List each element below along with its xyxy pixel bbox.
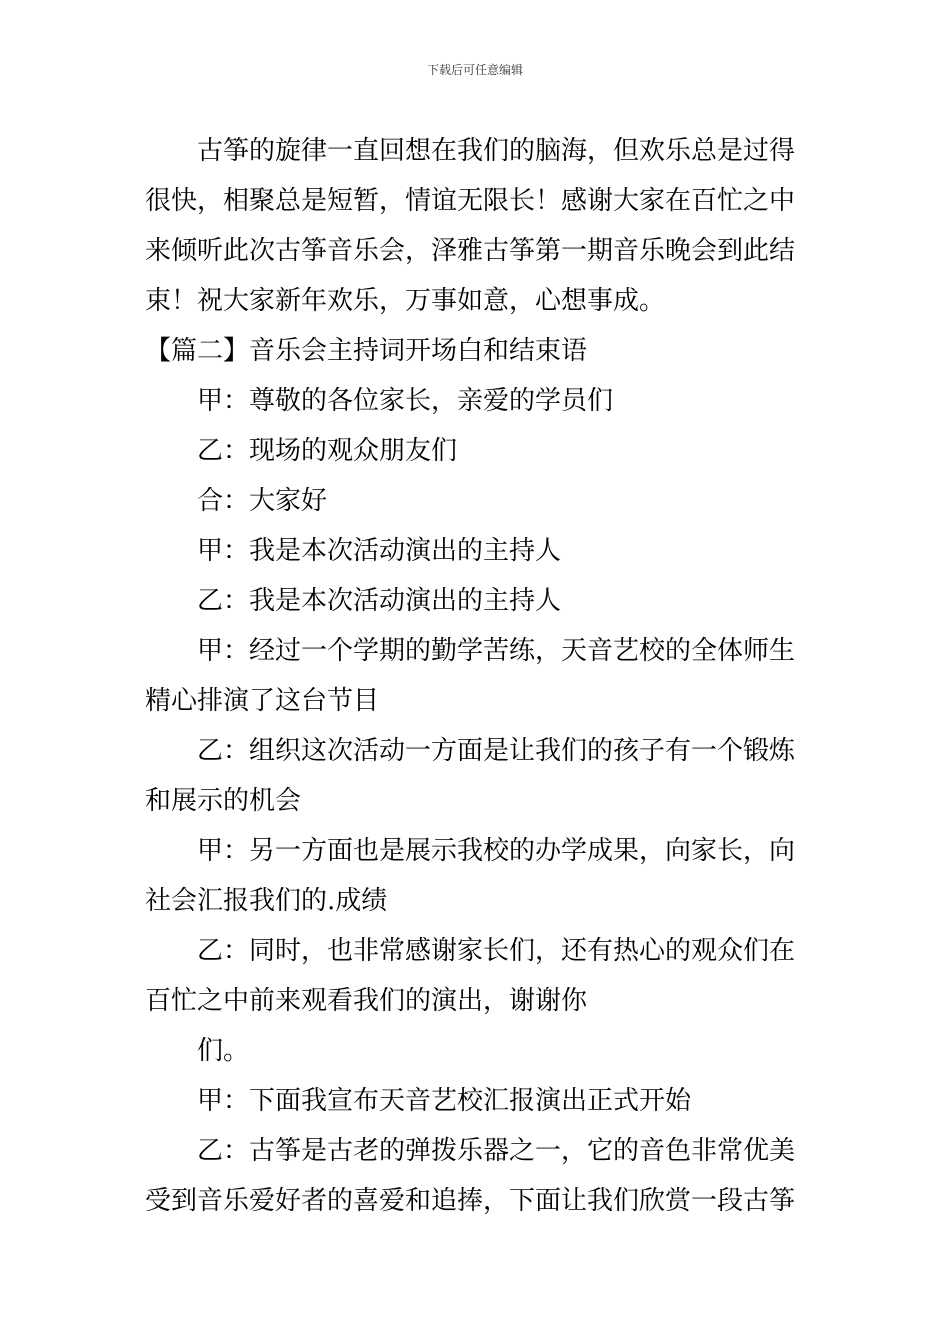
dialogue-line: 甲：下面我宣布天音艺校汇报演出正式开始 — [197, 1086, 692, 1116]
dialogue-line: 乙：同时，也非常感谢家长们，还有热心的观众们在 — [197, 936, 796, 966]
paragraph-line: 古筝的旋律一直回想在我们的脑海，但欢乐总是过得 — [197, 136, 796, 166]
dialogue-line: 乙：现场的观众朋友们 — [197, 436, 458, 466]
dialogue-line: 百忙之中前来观看我们的演出，谢谢你 — [145, 986, 588, 1016]
dialogue-line: 乙：古筝是古老的弹拨乐器之一，它的音色非常优美 — [197, 1136, 796, 1166]
dialogue-line: 精心排演了这台节目 — [145, 686, 380, 716]
dialogue-line: 乙：我是本次活动演出的主持人 — [197, 586, 562, 616]
dialogue-line: 甲：经过一个学期的勤学苦练，天音艺校的全体师生 — [197, 636, 796, 666]
dialogue-line: 和展示的机会 — [145, 786, 302, 816]
dialogue-line: 甲：另一方面也是展示我校的办学成果，向家长，向 — [197, 836, 796, 866]
paragraph-line: 束！祝大家新年欢乐，万事如意，心想事成。 — [145, 286, 666, 316]
paragraph-line: 来倾听此次古筝音乐会，泽雅古筝第一期音乐晚会到此结 — [145, 236, 796, 266]
dialogue-line: 社会汇报我们的.成绩 — [145, 886, 388, 916]
section-heading: 【篇二】音乐会主持词开场白和结束语 — [145, 336, 588, 366]
page-header: 下载后可任意编辑 — [426, 63, 523, 77]
dialogue-line: 合：大家好 — [197, 486, 328, 516]
dialogue-line: 甲：我是本次活动演出的主持人 — [197, 536, 562, 566]
dialogue-line: 甲：尊敬的各位家长，亲爱的学员们 — [197, 386, 614, 416]
dialogue-line: 们。 — [197, 1036, 250, 1066]
paragraph-line: 很快，相聚总是短暂，情谊无限长！感谢大家在百忙之中 — [145, 186, 796, 216]
dialogue-line: 乙：组织这次活动一方面是让我们的孩子有一个锻炼 — [197, 736, 796, 766]
document-body — [145, 126, 807, 1226]
dialogue-line: 受到音乐爱好者的喜爱和追捧，下面让我们欣赏一段古筝 — [145, 1186, 796, 1216]
